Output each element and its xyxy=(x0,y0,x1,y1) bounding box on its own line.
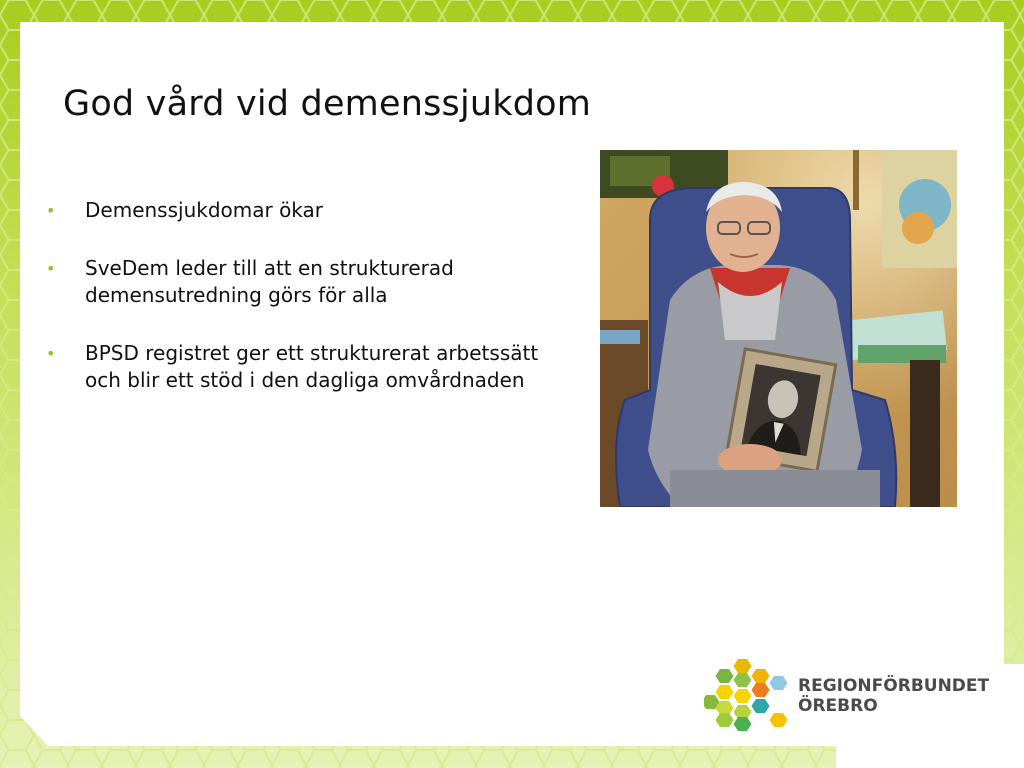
photo-elderly-man xyxy=(600,150,957,507)
bullet-item xyxy=(46,255,566,309)
bullet-dot-icon: • xyxy=(46,259,56,278)
regionforbundet-orebro-logo xyxy=(704,656,990,736)
bullet-text: Demenssjukdomar ökar xyxy=(85,198,324,222)
logo-line-1: REGIONFÖRBUNDET xyxy=(798,676,990,696)
bullet-text: SveDem leder till att en strukturerad demensutredning görs för alla xyxy=(85,256,454,307)
bullet-item xyxy=(46,340,566,394)
logo-wordmark xyxy=(798,676,989,716)
slide-title: God vård vid demenssjukdom xyxy=(63,84,592,124)
logo-line-2: ÖREBRO xyxy=(798,696,878,716)
bullet-dot-icon: • xyxy=(46,201,56,220)
bullet-dot-icon: • xyxy=(46,344,56,363)
bullet-item xyxy=(46,197,566,224)
photo-illustration xyxy=(600,150,957,507)
bullet-text: BPSD registret ger ett strukturerat arbetssätt och blir ett stöd i den dagliga omvårdnaden xyxy=(85,341,539,392)
honeycomb-logo-icon xyxy=(704,656,794,736)
bullet-list xyxy=(46,197,566,425)
